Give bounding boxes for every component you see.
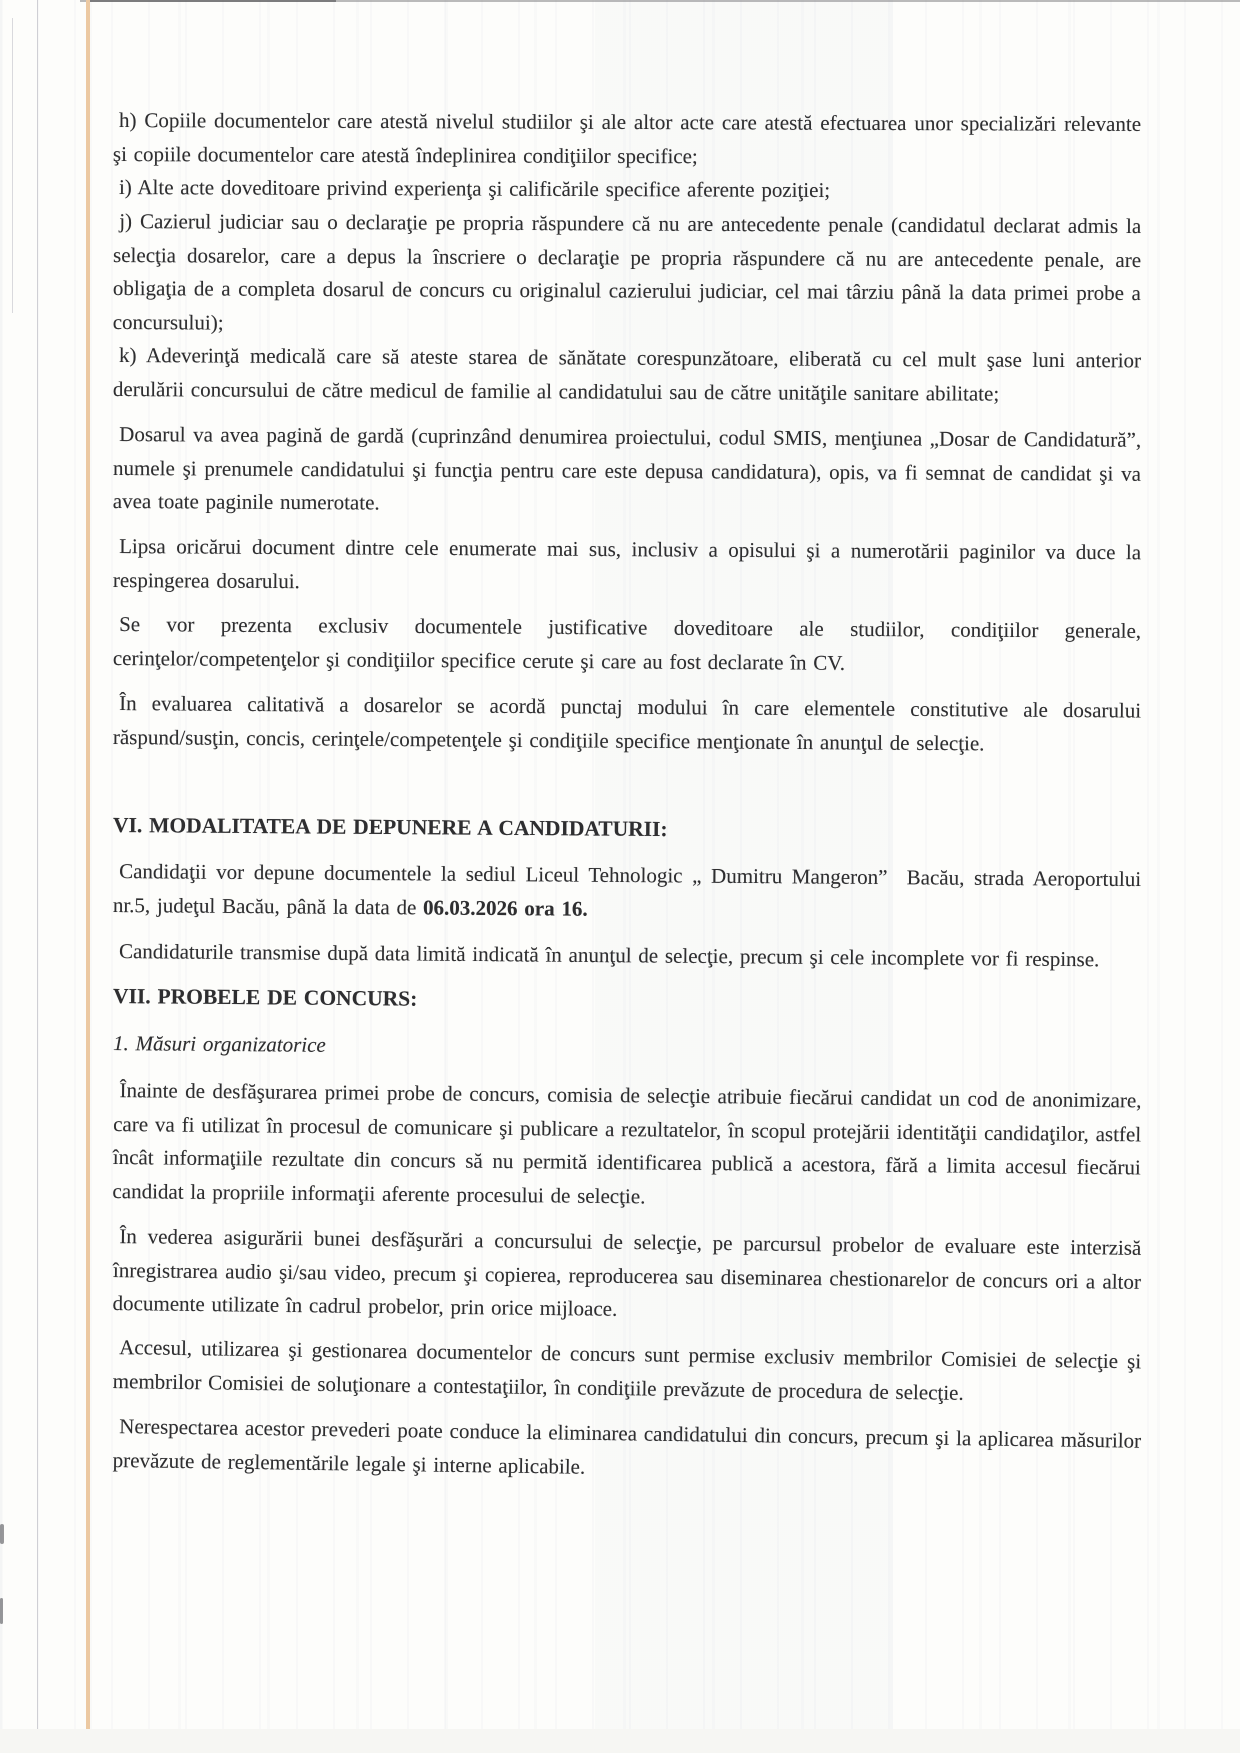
scan-left-faint-line [12, 18, 13, 313]
paragraph-accesul: Accesul, utilizarea şi gestionarea documentelor de concurs sunt permise exclusiv membrilor Comisiei de selecţie şi membrilor Comisiei de soluţionare a contestaţiilor, în condiţiile prevăzute de procedura de selecţie. [112, 1335, 1142, 1405]
paragraph-lipsa: Lipsa oricărui document dintre cele enumerate mai sus, inclusiv a opisului şi a numerotării paginilor va duce la respingerea dosarului. [112, 534, 1142, 593]
section-heading-vii: VII. PROBELE DE CONCURS: [112, 984, 418, 1011]
paragraph-evaluare: În evaluarea calitativă a dosarelor se acordă punctaj modului în care elementele constitutive ale dosarului răspund/susţin, concis, cerinţele/competenţele şi condiţiile specifice menţionate în anunţul de selecţie. [112, 690, 1142, 755]
list-item-k: k) Adeverinţă medicală care să ateste starea de sănătate corespunzătoare, eliberată cu cel mult şase luni anterior derulării concursului de către medicul de familie al candidatului sau de către unităţile sanitare abilitate; [112, 343, 1142, 406]
paragraph-inainte: Înainte de desfăşurarea primei probe de concurs, comisia de selecţie atribuie fiecărui candidat un cod de anonimizare, care va fi utilizat în procesul de comunicare şi publicare a rezultatelor, în scopul protejării identităţii candidaţilor, astfel încât informaţiile rezultate din concurs să nu permită identificarea publică a acestora, fără a limita accesul fiecărui candidat la propriile informaţii aferente procesului de selecţie. [112, 1078, 1142, 1209]
scan-artifact-mark [0, 1524, 4, 1544]
list-item-h: h) Copiile documentelor care atestă nivelul studiilor şi ale altor acte care atestă efectuarea unor specializări relevante şi copiile documentelor care atestă îndeplinirea condiţiilor specifice; [112, 108, 1142, 168]
subsection-heading-masuri: 1. Măsuri organizatorice [112, 1030, 326, 1057]
paragraph-nerespectarea: Nerespectarea acestor prevederi poate conduce la eliminarea candidatului din concurs, precum şi la aplicarea măsurilor prevăzute de reglementările legale şi interne aplicabile. [112, 1413, 1142, 1478]
scan-top-edge-dark-segment [86, 0, 336, 2]
page-left-rule [37, 0, 38, 1729]
paragraph-candidatii-text: Candidaţii vor depune documentele la sediul Liceul Tehnologic „ Dumitru Mangeron” Bacău, strada Aeroportului nr.5, judeţul Bacău, până la data de [112, 859, 1142, 920]
scan-bottom-edge [0, 1729, 1240, 1753]
paragraph-candidatii [113, 855, 1141, 930]
paragraph-se-vor: Se vor prezenta exclusiv documentele justificative doveditoare ale studiilor, condiţiilor generale, cerinţelor/competenţelor şi condiţiilor specifice cerute şi care au fost declarate în CV. [112, 612, 1142, 675]
scan-artifact-mark [0, 1598, 3, 1624]
list-item-j: j) Cazierul judiciar sau o declaraţie pe propria răspundere că nu are antecedente penale (candidatul declarat admis la selecţia dosarelor, care a depus la înscriere o declaraţie pe propria răspundere că nu are antecedente penale, are obligaţia de a completa dosarul de concurs cu originalul cazierului judiciar, cel mai târziu până la data primei probe a concursului); [112, 208, 1142, 335]
deadline-date-bold: 06.03.2026 ora 16. [423, 895, 588, 921]
section-heading-vi: VI. MODALITATEA DE DEPUNERE A CANDIDATURII: [112, 812, 668, 841]
paragraph-in-vederea: În vederea asigurării bunei desfăşurări a concursului de selecţie, pe parcursul probelor de evaluare este interzisă înregistrarea audio şi/sau video, precum şi copierea, reproducerea sau diseminarea chestionarelor de concurs ori a altor documente utilizate în cadrul probelor, prin orice mijloace. [112, 1223, 1142, 1321]
binding-margin-line [86, 0, 90, 1730]
document-text-block [113, 104, 1141, 1488]
list-item-i: i) Alte acte doveditoare privind experienţa şi calificările specifice aferente poziţiei; [118, 175, 831, 203]
paragraph-dosar: Dosarul va avea pagină de gardă (cuprinzând denumirea proiectului, codul SMIS, menţiunea „Dosar de Candidatură”, numele şi prenumele candidatului şi funcţia pentru care este depusa candidatura), opis, va fi semnat de candidat şi va avea toate paginile numerotate. [112, 422, 1142, 516]
paragraph-candidaturile: Candidaturile transmise după data limită indicată în anunţul de selecţie, precum şi cele incomplete vor fi respinse. [118, 939, 1100, 972]
